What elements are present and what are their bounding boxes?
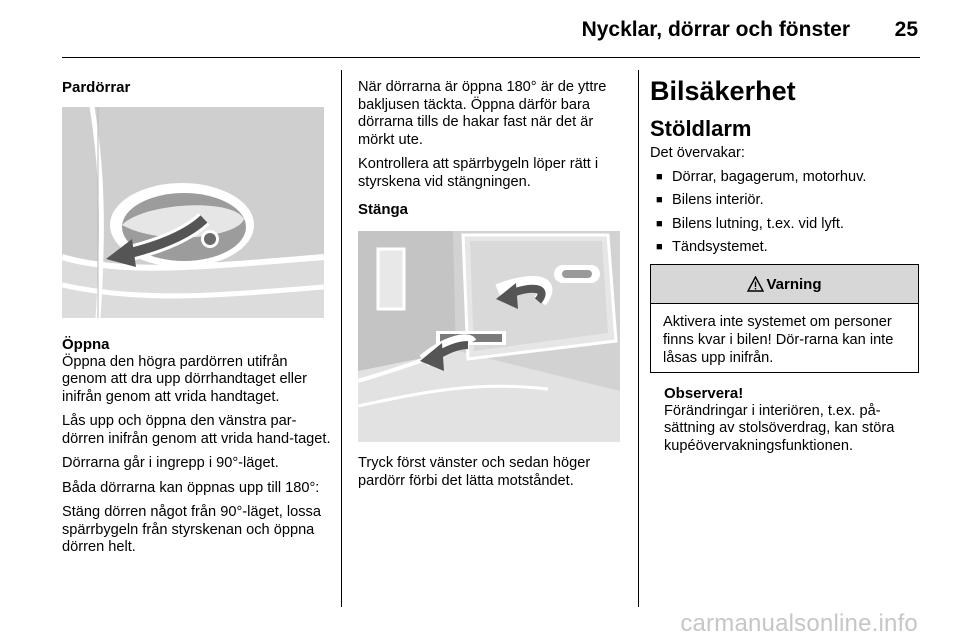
column-divider-1	[341, 70, 342, 607]
note-title: Observera!	[664, 385, 744, 402]
bullet-square-icon: ■	[656, 194, 663, 206]
section-heading-pardorrar: Pardörrar	[62, 79, 131, 96]
list-item	[650, 169, 925, 187]
paragraph-rear-lights: När dörrarna är öppna 180° är de yttre bakljusen täckta. Öppna därför bara dörrarna tills de hakar fast när det är mörkt ute.	[358, 79, 607, 148]
paragraph-open-180: Båda dörrarna kan öppnas upp till 180°:	[62, 479, 320, 496]
left-column-body	[62, 336, 332, 564]
list-item-text: Dörrar, bagagerum, motorhuv.	[672, 168, 867, 185]
paragraph-open-left-door: Lås upp och öppna den vänstra par-dörren inifrån genom att vrida hand-taget.	[62, 413, 331, 447]
paragraph-open-right-door: Öppna den högra pardörren utifrån genom att dra upp dörrhandtaget eller inifrån genom att vrida handtaget.	[62, 353, 308, 405]
door-closing-illustration-svg	[358, 231, 620, 442]
door-handle-illustration-svg	[62, 107, 324, 318]
section-title-bilsakerhet: Bilsäkerhet	[650, 76, 796, 106]
warning-header	[651, 265, 918, 304]
close-subheading: Stänga	[358, 201, 409, 218]
list-item	[650, 216, 925, 234]
open-subheading: Öppna	[62, 336, 110, 353]
list-item	[650, 239, 925, 257]
list-item-text: Bilens interiör.	[672, 192, 764, 208]
watermark-text: carmanualsonline.info	[680, 610, 918, 637]
paragraph-close-slightly: Stäng dörren något från 90°-läget, lossa spärrbygeln från styrskenan och öppna dörren helt.	[62, 504, 321, 555]
bullet-square-icon: ■	[656, 170, 663, 183]
subsection-title-stoldlarm: Stöldlarm	[650, 116, 752, 141]
paragraph-check-bracket: Kontrollera att spärrbygeln löper rätt i styrskena vid stängningen.	[358, 156, 599, 190]
middle-column-bottom	[358, 455, 628, 497]
door-closing-illustration	[358, 231, 620, 442]
warning-triangle-icon	[747, 276, 764, 292]
monitors-intro: Det övervakar:	[650, 145, 745, 161]
page-header-title: Nycklar, dörrar och fönster	[581, 18, 850, 41]
bullet-square-icon: ■	[656, 217, 663, 230]
page-number: 25	[894, 18, 918, 41]
note-block	[664, 385, 926, 455]
right-column-body	[650, 76, 925, 263]
header-rule	[62, 57, 920, 58]
warning-title: Varning	[766, 275, 822, 293]
list-item-text: Tändsystemet.	[672, 239, 768, 255]
paragraph-press-doors: Tryck först vänster och sedan höger pardörr förbi det lätta motståndet.	[358, 455, 591, 489]
warning-box	[650, 264, 919, 373]
bullet-square-icon: ■	[656, 241, 663, 253]
column-divider-2	[638, 70, 639, 607]
list-item-text: Bilens lutning, t.ex. vid lyft.	[672, 215, 844, 232]
warning-text: Aktivera inte systemet om personer finns kvar i bilen! Dör-rarna kan inte låsas upp inifrån.	[663, 314, 894, 366]
middle-column-body	[358, 79, 628, 219]
left-column-heading-wrap	[62, 79, 332, 97]
door-handle-illustration	[62, 107, 324, 318]
note-text: Förändringar i interiören, t.ex. på-sättning av stolsöverdrag, kan störa kupéövervakningsfunktionen.	[664, 402, 895, 454]
paragraph-engage-90: Dörrarna går i ingrepp i 90°-läget.	[62, 455, 279, 471]
list-item	[650, 192, 925, 210]
